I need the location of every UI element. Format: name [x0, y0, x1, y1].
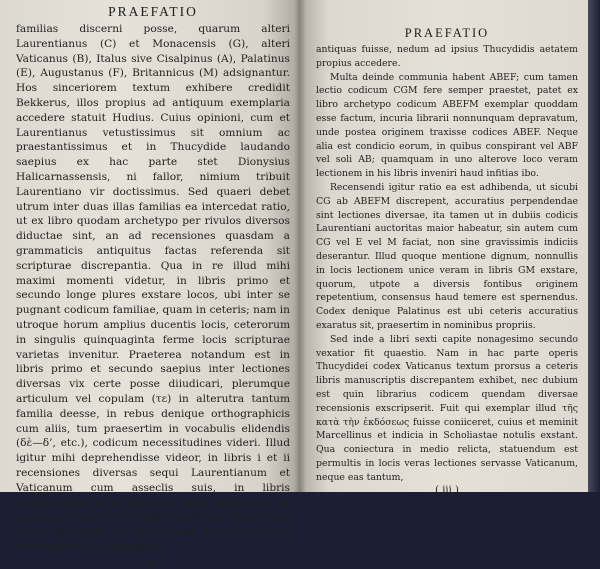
paragraph: Sed inde a libri sexti capite nonagesimo secundo vexatior fit quaestio. Nam in hac parte operis Thucydidei codex Vaticanus textum prorsus a ceteris libris manuscriptis discrepantem exhibet, nec dubium est quin librarius codicem quendam diversae recensionis exscripserit. Fuit qui exemplar illud τῆς κατὰ τὴν ἐκδόσεως fuisse coniiceret, cuius et meminit Marcellinus et indicia in Scholiastae notulis exstant. Qua coniectura in medio relicta, statuendum est permultis in locis veras lectiones servasse Vaticanum, neque eas tantum,: [316, 333, 578, 483]
page-edge-shadow: [588, 0, 600, 492]
right-page-text: [316, 43, 578, 485]
right-page-header: PRAEFATIO: [404, 26, 490, 40]
paragraph: Recensendi igitur ratio ea est adhibenda, ut sicubi CG ab ABEFM discrepent, accuratius perpendendae sint lectiones diversae, ita tamen ut in dubiis codicis Laurentiani auctoritas maior habeatur, sin autem cum CG vel E vel M faciat, non sine gravissimis indiciis deserantur. Illud quoque mentione dignum, nonnullis in locis lectionem unice veram in libris GM exstare, quorum, utpote a diversis fontibus originem repetentium, consensus haud temere est spernendus. Codex denique Palatinus est ubi ceteris accuratius exaratus sit, praesertim in nominibus propriis.: [316, 181, 578, 331]
left-page-number: ( ii ): [141, 555, 165, 569]
paragraph: Multa deinde communia habent ABEF; cum tamen lectio codicum CGM fere semper praestet, patet ex libro archetypo codicum ABEFM exemplar quoddam esse factum, incuria librarii nonnunquam depravatum, unde postea originem traxisse codices ABEF. Neque alia est condicio eorum, in quibus conspirant vel ABF vel soli AB; quamquam in uno alterove loco veram lectionem in his libris inveniri haud infitias ibo.: [316, 71, 578, 180]
left-page-text: [16, 22, 290, 555]
right-page-number: ( iii ): [435, 484, 459, 496]
left-page-header: PRAEFATIO: [108, 4, 198, 19]
paragraph: antiquas fuisse, nedum ad ipsius Thucydidis aetatem propius accedere.: [316, 44, 578, 69]
paragraph: familias discerni posse, quarum alteri Laurentianus (C) et Monacensis (G), alteri Vaticanus (B), Italus sive Cisalpinus (A), Palatinus (E), Augustanus (F), Britannicus (M) adsignantur. Hos sinceriorem textum exhibere credidit Bekkerus, illos propius ad antiquum exemplaria accedere statuit Hudius. Cuius opinioni, cum et Laurentianus vetustissimus sit omnium ac praestantissimus et in Thucydide laudando saepius ex hac parte stet Dionysius Halicarnassensis, ni fallor, nimium tribuit Laurentiano vir doctissimus. Sed quaeri debet utrum inter duas illas familias ea intercedat ratio, ut ex libro quodam archetypo per rivulos diversos diductae sint, an ad recensiones quasdam a grammaticis antiquitus factas referenda sit scripturae discrepantia. Qua in re illud mihi maximi momenti videtur, in libris primo et secundo longe plures exstare locos, ubi inter se pugnant codicum familiae, quam in ceteris; nam in utroque horum amplius ducentis locis, ceterorum in singulis quinquaginta ferme locis scripturae varietas invenitur. Praeterea notandum est in libris primo et secundo saepius inter lectiones diversas vix certe posse diiudicari, plerumque articulum vel copulam (τε) in alterutra tantum familia deesse, in rebus denique orthographicis cum aliis, tum praesertim in vocabulis elidendis (δὲ—δ’, etc.), codicum necessitudines videri. Illud igitur mihi deprehendisse videor, in libris i et ii recensiones diversas sequi Laurentianum et Vaticanum cum asseclis suis, in libris posterioribus ita a communi fonte defluxisse, ut plerumque alterutra familia manifesta librariorum culpa depravata sit. Non tamen affirmare ausim recensiones illas admodum: [16, 23, 290, 553]
right-page: [300, 0, 588, 496]
